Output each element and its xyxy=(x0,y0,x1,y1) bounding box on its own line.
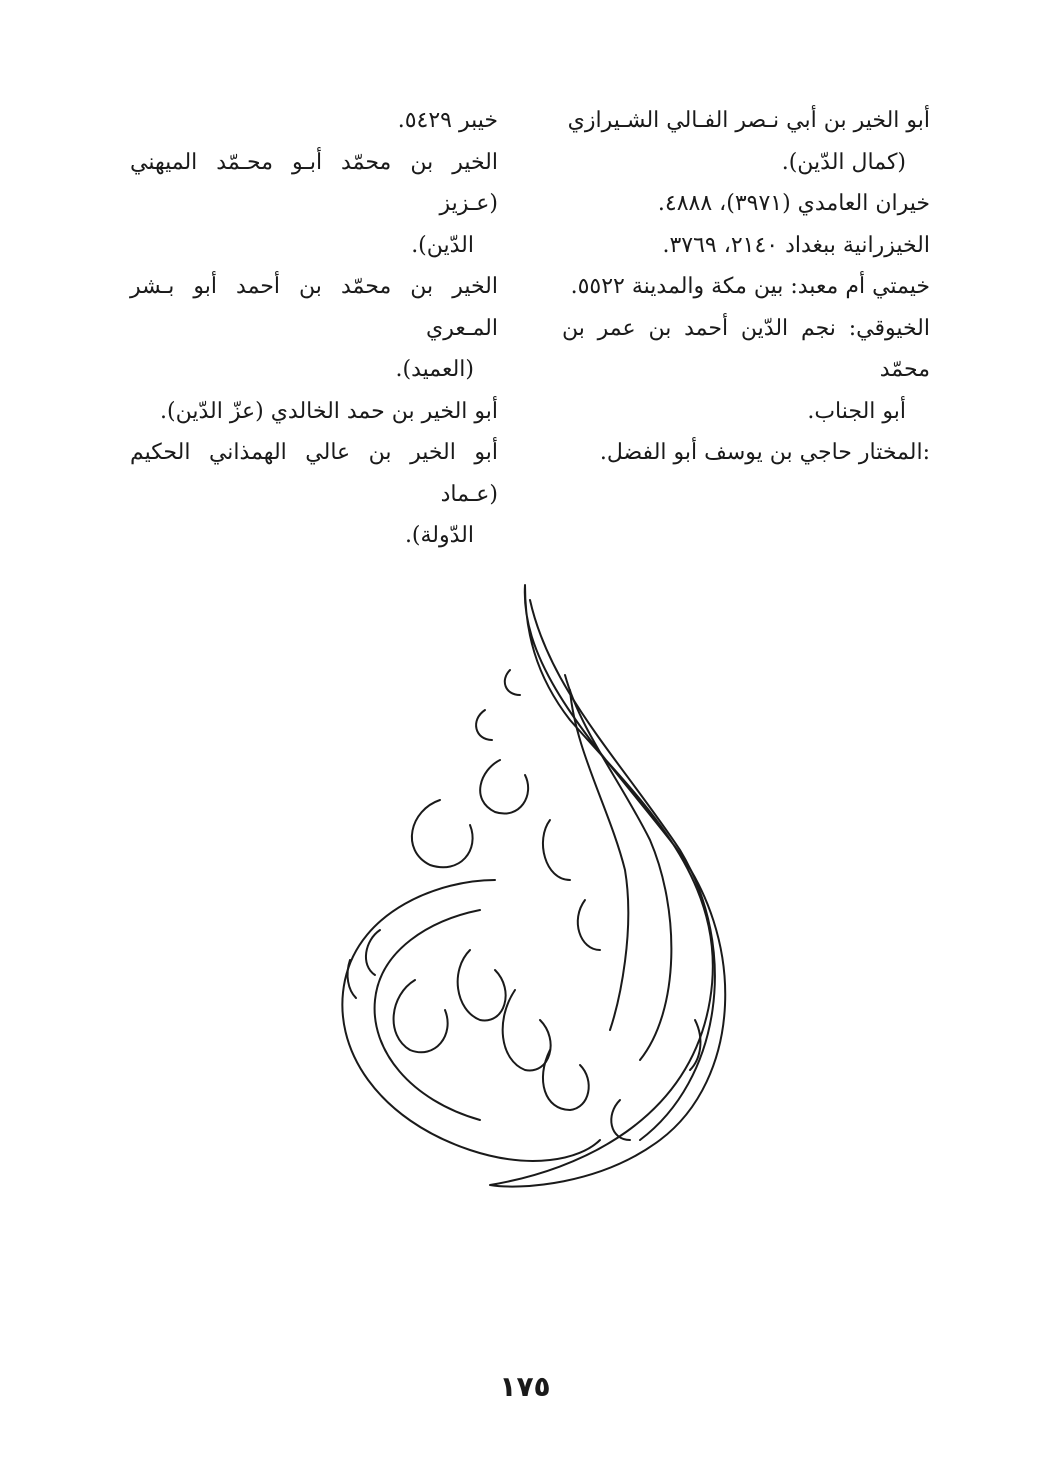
page-number: ١٧٥ xyxy=(499,1370,551,1403)
index-entry: الخير بن محمّد بن أحمد أبو بـشر المـعري (العميد). xyxy=(130,274,498,382)
index-entry: الخيزرانية ببغداد ٢١٤٠، ٣٧٦٩. xyxy=(662,232,930,258)
index-entry: :المختار حاجي بن يوسف أبو الفضل. xyxy=(599,440,930,465)
index-entry: الخير بن محمّد أبـو محـمّد الميهني (عـزيز الدّين). xyxy=(130,149,498,258)
index-entry: خيمتي أم معبد: بين مكة والمدينة ٥٥٢٢. xyxy=(570,274,930,299)
left-column xyxy=(562,100,930,557)
index-entry: أبو الخير بن عالي الهمذاني الحكيم (عـماد الدّولة). xyxy=(130,440,498,548)
index-entry: الخيوقي: نجم الدّين أحمد بن عمر بن محمّد أبو الجناب. xyxy=(562,315,930,424)
index-entry: خيران العامدي (٣٩٧١)، ٤٨٨٨. xyxy=(657,191,930,216)
index-entry: أبو الخير بن أبي نـصر الفـالي الشـيرازي (كمال الدّين). xyxy=(567,108,930,175)
index-entry: خيبر ٥٤٢٩. xyxy=(397,108,498,133)
index-entry: أبو الخير بن حمد الخالدي (عزّ الدّين). xyxy=(160,398,498,424)
calligraphy-teardrop-icon xyxy=(320,580,750,1200)
right-column xyxy=(130,100,498,557)
index-columns xyxy=(130,100,930,557)
